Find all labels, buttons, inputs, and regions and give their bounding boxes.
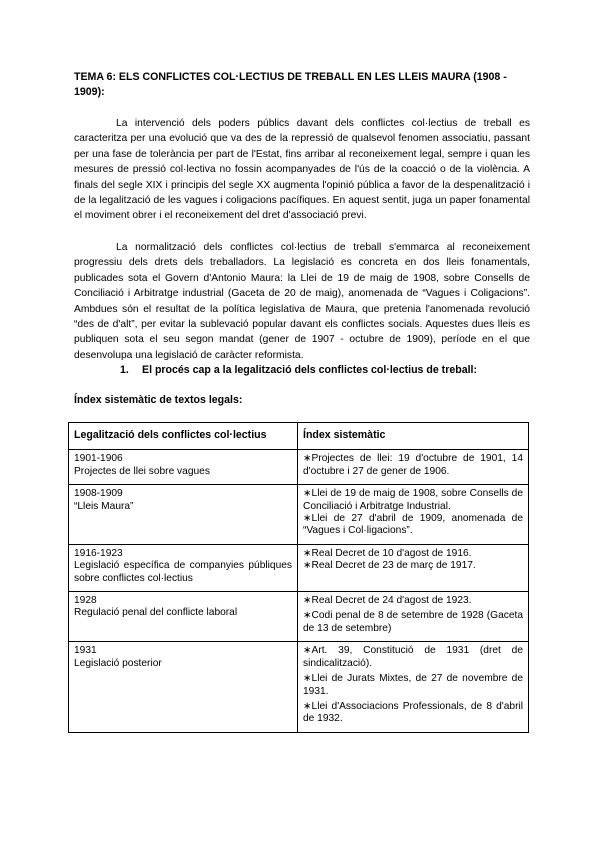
row-period: 1901-1906 [74, 453, 123, 465]
table-row [69, 450, 529, 485]
row-entry: ∗Llei de 19 de maig de 1908, sobre Consells de Conciliació i Arbitratge Industrial. [303, 488, 523, 512]
row-entry: ∗Real Decret de 10 d'agost de 1916. [303, 547, 472, 559]
table-cell-period [69, 544, 298, 591]
table-cell-period [69, 450, 298, 485]
normalization-paragraph: La normalització dels conflictes col·lectius de treball s'emmarca al reconeixement progressiu dels drets dels treballadors. La legislació es concreta en dos lleis fonamentals, publicades sota el Govern d'Antonio Maura: la Llei de 19 de maig de 1908, sobre Consells de Conciliació i Arbitratge industrial (Gaceta de 20 de maig), anomenada de “Vagues i Coligacions”. Ambdues són el resultat de la política legislativa de Maura, que pretenia l'anomenada revolució “des de d'alt”, per evitar la sublevació popular davant els conflictes socials. Aquestes dues lleis es publiquen sota el seu segon mandat (gener de 1907 - octubre de 1909), període en el que desenvolupa una legislació de caràcter reformista. [74, 242, 530, 361]
legal-index-table [68, 422, 529, 733]
intro-paragraph: La intervenció dels poders públics davant dels conflictes col·lectius de treball es caracteritza per una evolució que va des de la repressió de qualsevol fenomen associatiu, passant per una fase de tolerància per part de l'Estat, fins arribar al reconeixement legal, sempre i quan les mesures de pressió col·lectiva no fossin acompanyades de l'ús de la coacció o de la violència. A finals del segle XIX i principis del segle XX augmenta l'opinió pública a favor de la despenalització i de la legalització de les vagues i coligacions pacífiques. En aquest sentit, juga un paper fonamental el moviment obrer i el reconeixement del dret d'associació previ. [74, 118, 530, 222]
row-entry: ∗Real Decret de 24 d'agost de 1923. [303, 595, 472, 607]
row-entry: ∗Llei d'Associacions Professionals, de 8 d'abril de 1932. [303, 700, 523, 725]
table-row [69, 544, 529, 591]
row-period: 1931 [74, 645, 97, 657]
column-header-index: Índex sistemàtic [298, 423, 529, 450]
table-cell-period [69, 485, 298, 545]
row-entry: ∗Art. 39, Constitució de 1931 (dret de sindicalització). [303, 645, 523, 669]
row-period: 1928 [74, 595, 97, 607]
table-row [69, 642, 529, 732]
section-heading [120, 364, 477, 376]
row-description: Projectes de llei sobre vagues [74, 465, 210, 477]
row-description: “Lleis Maura” [74, 500, 134, 512]
row-entry: ∗Real Decret de 23 de març de 1917. [303, 560, 476, 572]
table-cell-entries [298, 450, 529, 485]
section-number: 1. [120, 364, 129, 376]
table-cell-entries [298, 544, 529, 591]
row-entry: ∗Projectes de llei: 19 d'octubre de 1901, 14 d'octubre i 27 de gener de 1906. [303, 453, 523, 477]
row-description: Legislació específica de companyies públiques sobre conflictes col·lectius [74, 560, 292, 584]
index-title: Índex sistemàtic de textos legals: [74, 394, 243, 406]
row-period: 1916-1923 [74, 547, 123, 559]
page-title: TEMA 6: ELS CONFLICTES COL·LECTIUS DE TREBALL EN LES LLEIS MAURA (1908 - 1909): [74, 71, 507, 98]
row-period: 1908-1909 [74, 488, 123, 500]
table-row [69, 592, 529, 642]
table-row [69, 485, 529, 545]
row-entry: ∗Llei de Jurats Mixtes, de 27 de novembre de 1931. [303, 673, 523, 697]
table-cell-entries [298, 485, 529, 545]
table-cell-entries [298, 592, 529, 642]
row-description: Legislació posterior [74, 657, 162, 669]
row-entry: ∗Codi penal de 8 de setembre de 1928 (Gaceta de 13 de setembre) [303, 610, 523, 634]
row-description: Regulació penal del conflicte laboral [74, 607, 238, 619]
row-entry: ∗Llei de 27 d'abril de 1909, anomenada de “Vagues i Col·ligacions”. [303, 513, 523, 537]
table-cell-period [69, 592, 298, 642]
section-title: El procés cap a la legalització dels conflictes col·lectius de treball: [142, 364, 477, 376]
column-header-legalization: Legalització dels conflictes col·lectius [69, 423, 298, 450]
table-header-row [69, 423, 529, 450]
table-cell-period [69, 642, 298, 732]
table-cell-entries [298, 642, 529, 732]
